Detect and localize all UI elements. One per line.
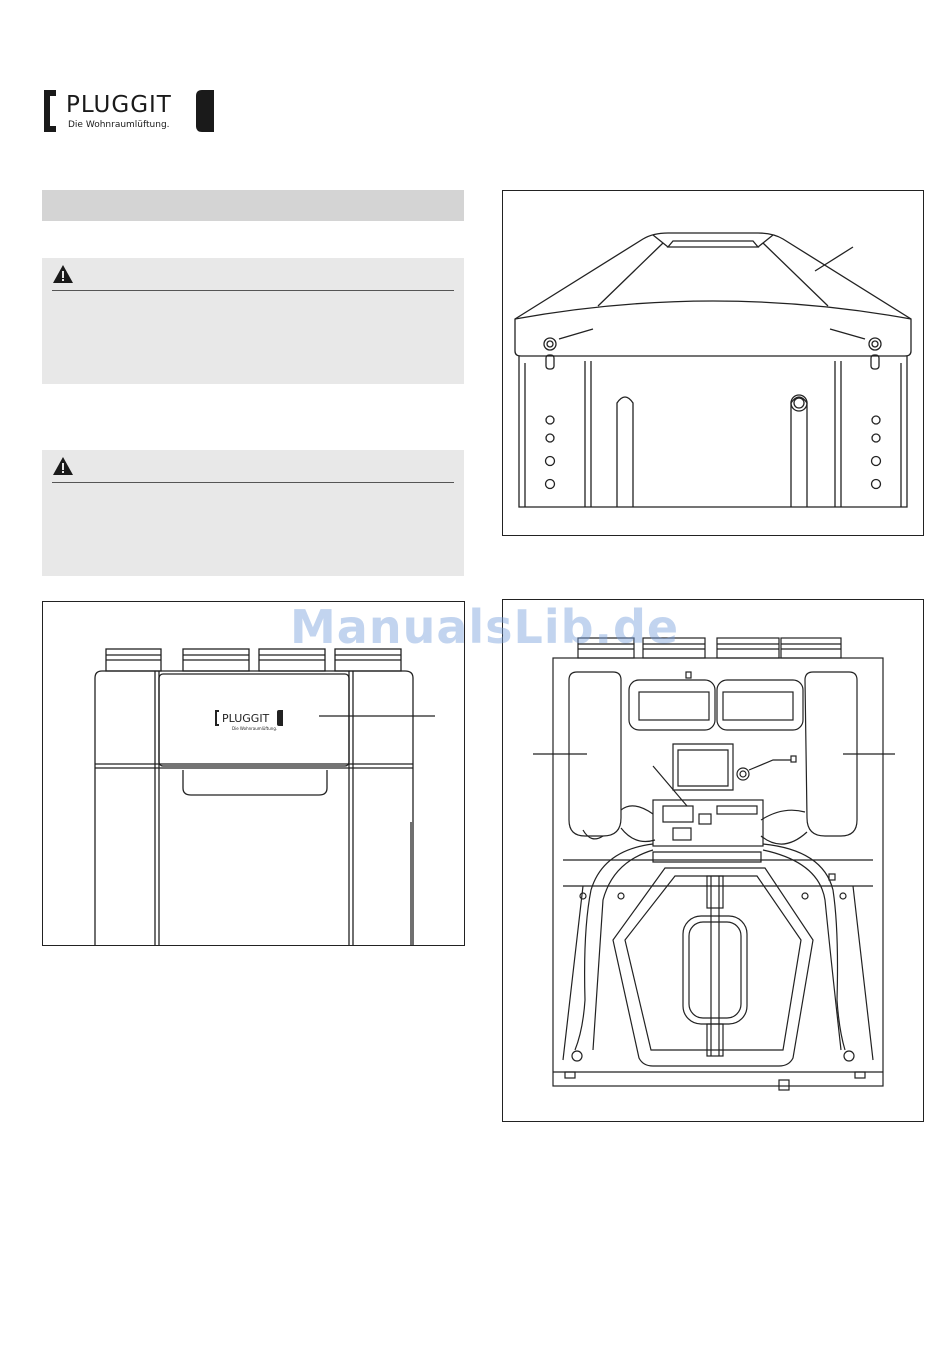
watermark: ManualsLib.de — [290, 600, 680, 654]
warning-icon — [52, 456, 74, 476]
logo-tagline: Die Wohnraumlüftung. — [68, 120, 170, 130]
section-heading-bar — [42, 190, 464, 221]
front-logo-brand: PLUGGIT — [222, 712, 270, 725]
front-logo-tagline: Die Wohnraumlüftung. — [232, 726, 278, 731]
warning-divider — [52, 290, 454, 291]
figure-device-interior — [502, 599, 924, 1122]
device-interior-drawing — [503, 600, 923, 1121]
warning-divider — [52, 482, 454, 483]
pluggit-logo — [42, 88, 222, 134]
figure-device-top — [502, 190, 924, 536]
warning-box-1 — [42, 258, 464, 384]
warning-icon — [52, 264, 74, 284]
logo-brand-text: PLUGGIT — [66, 92, 172, 118]
warning-box-2 — [42, 450, 464, 576]
device-top-drawing — [503, 191, 923, 535]
